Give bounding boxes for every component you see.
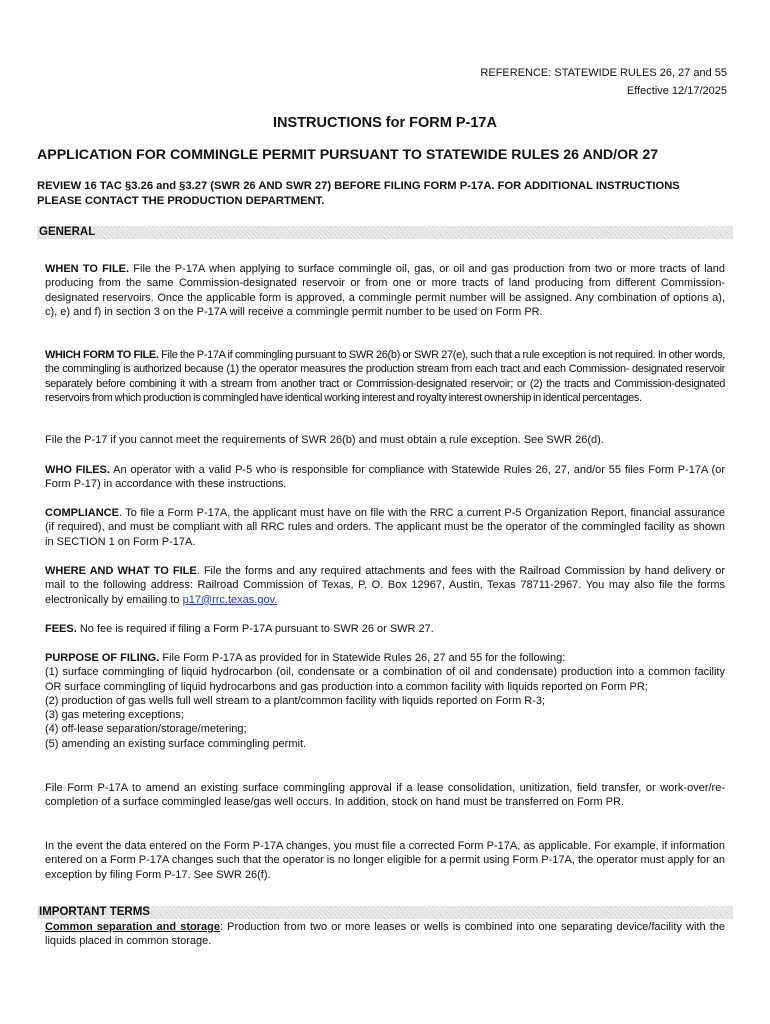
- p17-paragraph: File the P-17 if you cannot meet the requirements of SWR 26(b) and must obtain a rule exception. See SWR 26(d).: [45, 434, 604, 446]
- purpose-text: File Form P-17A as provided for in Statewide Rules 26, 27 and 55 for the following:: [159, 652, 566, 664]
- when-to-file-paragraph: [45, 262, 725, 319]
- purpose-item: (2) production of gas wells full well stream to a plant/common facility with liquids reported on Form R-3;: [45, 694, 546, 707]
- who-files-label: WHO FILES.: [45, 464, 110, 476]
- which-form-paragraph: [45, 348, 725, 405]
- who-files-text: An operator with a valid P-5 who is responsible for compliance with Statewide Rules 26, 27, and/or 55 files Form P-17A (or Form P-17) in accordance with these instructions.: [45, 464, 725, 491]
- document-title: INSTRUCTIONS for FORM P-17A: [273, 115, 497, 131]
- purpose-item: (1) surface commingling of liquid hydrocarbon (oil, condensate or a combination of oil and condensate) production into a common facility OR surface commingling of liquid hydrocarbons and gas production into a common facility with liquids reported on Form PR;: [45, 666, 725, 693]
- where-to-file-paragraph: [45, 564, 725, 607]
- which-form-text: File the P-17A if commingling pursuant to SWR 26(b) or SWR 27(e), such that a rule exception is not required. In other words, the commingling is authorized because (1) the operator measures the production stream from each tract and each Commission- designated reservoir separately before combining it with a stream from another tract or Commission-designated reservoir; or (2) the tracts and Commission-designated reservoirs from which production is commingled have identical working interest and royalty interest ownership in identical percentages.: [45, 349, 725, 404]
- purpose-item: (4) off-lease separation/storage/metering;: [45, 723, 247, 736]
- common-separation-label: Common separation and storage: [45, 921, 220, 933]
- purpose-item: (3) gas metering exceptions;: [45, 709, 184, 722]
- common-separation-text: : Production from two or more leases or wells is combined into one separating device/facility with the liquids placed in common storage.: [45, 921, 725, 948]
- who-files-paragraph: [45, 463, 725, 492]
- purpose-label: PURPOSE OF FILING.: [45, 652, 160, 664]
- which-form-label: WHICH FORM TO FILE.: [45, 349, 159, 361]
- reference-line: REFERENCE: STATEWIDE RULES 26, 27 and 55: [480, 67, 727, 79]
- amend-paragraph: File Form P-17A to amend an existing surface commingling approval if a lease consolidation, unitization, field transfer, or work-over/re-completion of a surface commingled lease/gas well occurs. In addition, stock on hand must be transferred on Form PR.: [45, 782, 725, 809]
- where-to-file-label: WHERE AND WHAT TO FILE: [45, 565, 197, 577]
- when-to-file-text: File the P-17A when applying to surface commingle oil, gas, or oil and gas production from two or more tracts of land producing from the same Commission-designated reservoir or from one or more tracts of land producing from different Commission-designated reservoirs. Once the applicable form is approved, a commingle permit number will be assigned. Any combination of options a), c), e) and f) in section 3 on the P-17A will receive a commingle permit number to be used on Form PR.: [45, 263, 725, 318]
- event-paragraph: In the event the data entered on the Form P-17A changes, you must file a corrected Form P-17A, as applicable. For example, if information entered on a Form P-17A changes such that the operator is no longer eligible for a permit using Form P-17A, the operator must apply for an exception by filing Form P-17. See SWR 26(f).: [45, 840, 725, 881]
- purpose-paragraph: [45, 651, 725, 751]
- email-link[interactable]: p17@rrc.texas.gov.: [182, 593, 278, 606]
- compliance-label: COMPLIANCE: [45, 507, 119, 519]
- compliance-text: . To file a Form P-17A, the applicant must have on file with the RRC a current P-5 Organization Report, financial assurance (if required), and must be compliant with all RRC rules and orders. The applicant must be the operator of the commingled facility as shown in SECTION 1 on Form P-17A.: [45, 507, 725, 548]
- fees-label: FEES.: [45, 623, 77, 635]
- document-subtitle: APPLICATION FOR COMMINGLE PERMIT PURSUANT TO STATEWIDE RULES 26 AND/OR 27: [37, 147, 659, 163]
- common-separation-paragraph: [45, 920, 725, 949]
- where-to-file-text: . File the forms and any required attachments and fees with the Railroad Commission by hand delivery or mail to the following address: Railroad Commission of Texas, P. O. Box 12967, Austin, Texas 78711-2967. You may also file the forms electronically by emailing to: [45, 565, 725, 606]
- compliance-paragraph: [45, 506, 725, 549]
- fees-text: No fee is required if filing a Form P-17A pursuant to SWR 26 or SWR 27.: [76, 623, 434, 635]
- review-notice: REVIEW 16 TAC §3.26 and §3.27 (SWR 26 AND SWR 27) BEFORE FILING FORM P-17A. FOR ADDITIONAL INSTRUCTIONS PLEASE CONTACT THE PRODUCTION DEPARTMENT.: [37, 180, 680, 207]
- fees-paragraph: [45, 622, 725, 636]
- purpose-item: (5) amending an existing surface commingling permit.: [45, 737, 307, 750]
- when-to-file-label: WHEN TO FILE.: [45, 263, 130, 275]
- section-heading-important-terms: IMPORTANT TERMS: [37, 906, 733, 919]
- effective-date: Effective 12/17/2025: [626, 85, 727, 97]
- section-heading-general: GENERAL: [37, 226, 733, 239]
